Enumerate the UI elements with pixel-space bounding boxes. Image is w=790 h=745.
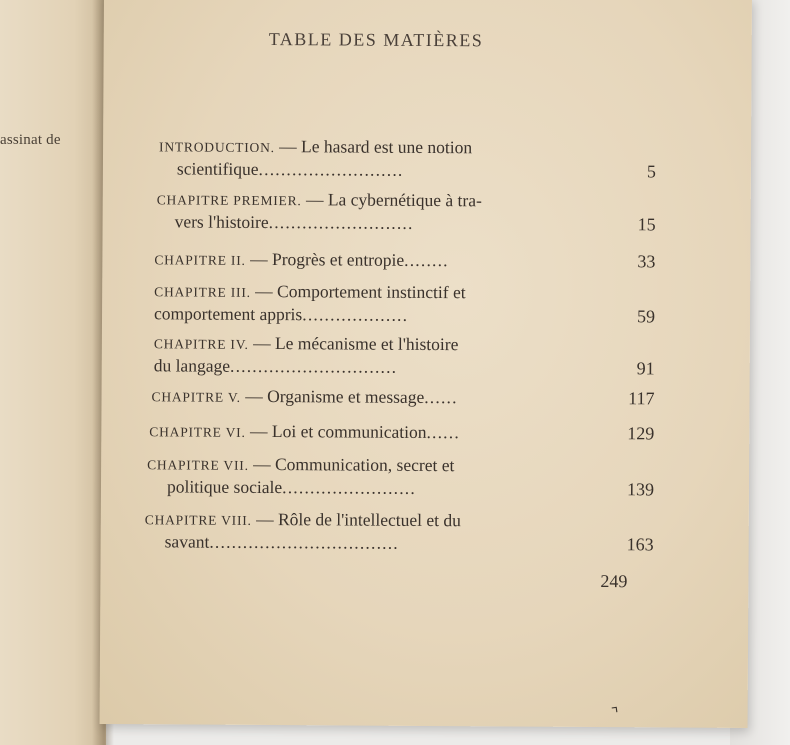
entry-label: CHAPITRE VIII.: [144, 512, 252, 528]
entry-second-line: [167, 475, 416, 500]
entry-title-cont: comportement appris: [153, 303, 303, 325]
entry-first-line: [149, 419, 460, 445]
entry-page-number: 139: [626, 479, 655, 500]
entry-title: — La cybernétique à tra-: [301, 189, 482, 211]
toc-entry: [103, 134, 751, 182]
entry-label: CHAPITRE II.: [154, 252, 246, 268]
left-page: [0, 0, 106, 745]
entry-second-line: [154, 302, 408, 327]
entry-page-number: 33: [637, 251, 656, 272]
entry-page-number: 15: [637, 214, 656, 235]
entry-title: — Le mécanisme et l'histoire: [248, 332, 459, 355]
toc-entry: [102, 279, 750, 327]
entry-label: INTRODUCTION.: [159, 139, 275, 156]
entry-second-line: [154, 354, 398, 378]
entry-first-line: [159, 134, 472, 160]
entry-title: — Loi et communication: [245, 420, 427, 442]
entry-page-number: 163: [626, 534, 654, 555]
entry-first-line: [154, 279, 466, 305]
entry-label: CHAPITRE III.: [154, 284, 251, 300]
entry-second-line: [175, 210, 414, 234]
entry-page-number: 117: [628, 388, 655, 409]
entry-title: — Comportement instinctif et: [250, 280, 466, 303]
leader-dots: ......: [426, 421, 461, 443]
entry-first-line: [145, 507, 461, 533]
entry-title: — Organisme et message: [240, 385, 425, 407]
entry-title-cont: politique sociale: [166, 476, 283, 498]
entry-first-line: [157, 187, 482, 213]
leader-dots: ..........................: [268, 212, 414, 233]
entry-title: — Communication, secret et: [248, 453, 455, 476]
toc-entry: [101, 419, 749, 444]
toc-entry: [103, 187, 751, 235]
right-page: [100, 0, 752, 728]
entry-label: CHAPITRE VI.: [149, 424, 246, 440]
entry-title: — Rôle de l'intellectuel et du: [251, 508, 462, 531]
entry-label: CHAPITRE VII.: [147, 457, 249, 473]
entry-first-line: [151, 384, 457, 410]
page-corner-mark: ⌝: [610, 705, 621, 724]
toc-entry: [101, 452, 749, 500]
toc-entry: [102, 384, 750, 409]
entry-label: CHAPITRE V.: [151, 389, 241, 405]
entry-title-cont: vers l'histoire: [174, 211, 269, 233]
entry-page-number: 91: [636, 358, 655, 379]
entry-title-cont: savant: [164, 531, 210, 552]
entry-second-line: [177, 157, 404, 181]
entry-title-cont: du langage: [153, 355, 231, 376]
leader-dots: ........................: [282, 477, 417, 498]
entry-page-number: 59: [636, 306, 656, 327]
leader-dots: ......: [424, 386, 458, 408]
entry-page-number: 129: [627, 423, 655, 444]
entry-label: CHAPITRE IV.: [153, 336, 249, 352]
leader-dots: ........: [404, 249, 449, 271]
toc-heading: TABLE DES MATIÈRES: [268, 29, 484, 51]
entry-first-line: [154, 331, 459, 357]
entry-label: CHAPITRE PREMIER.: [156, 192, 302, 209]
final-page-number: 249: [600, 571, 628, 592]
leader-dots: ..........................: [258, 158, 404, 180]
leader-dots: ..................................: [209, 531, 399, 553]
entry-page-number: 5: [646, 161, 656, 182]
left-page-text: assinat de: [0, 132, 61, 148]
toc-entry: [102, 331, 750, 379]
entry-first-line: [147, 452, 454, 478]
leader-dots: ...................: [302, 304, 409, 325]
entry-title: — Le hasard est une notion: [274, 136, 473, 158]
entry-first-line: [154, 247, 449, 273]
entry-title-cont: scientifique: [176, 158, 259, 179]
toc-entry: [101, 507, 749, 555]
entry-second-line: [165, 530, 399, 554]
toc-entry: [102, 247, 750, 272]
leader-dots: ..............................: [229, 355, 398, 377]
entry-title: — Progrès et entropie: [245, 248, 405, 270]
